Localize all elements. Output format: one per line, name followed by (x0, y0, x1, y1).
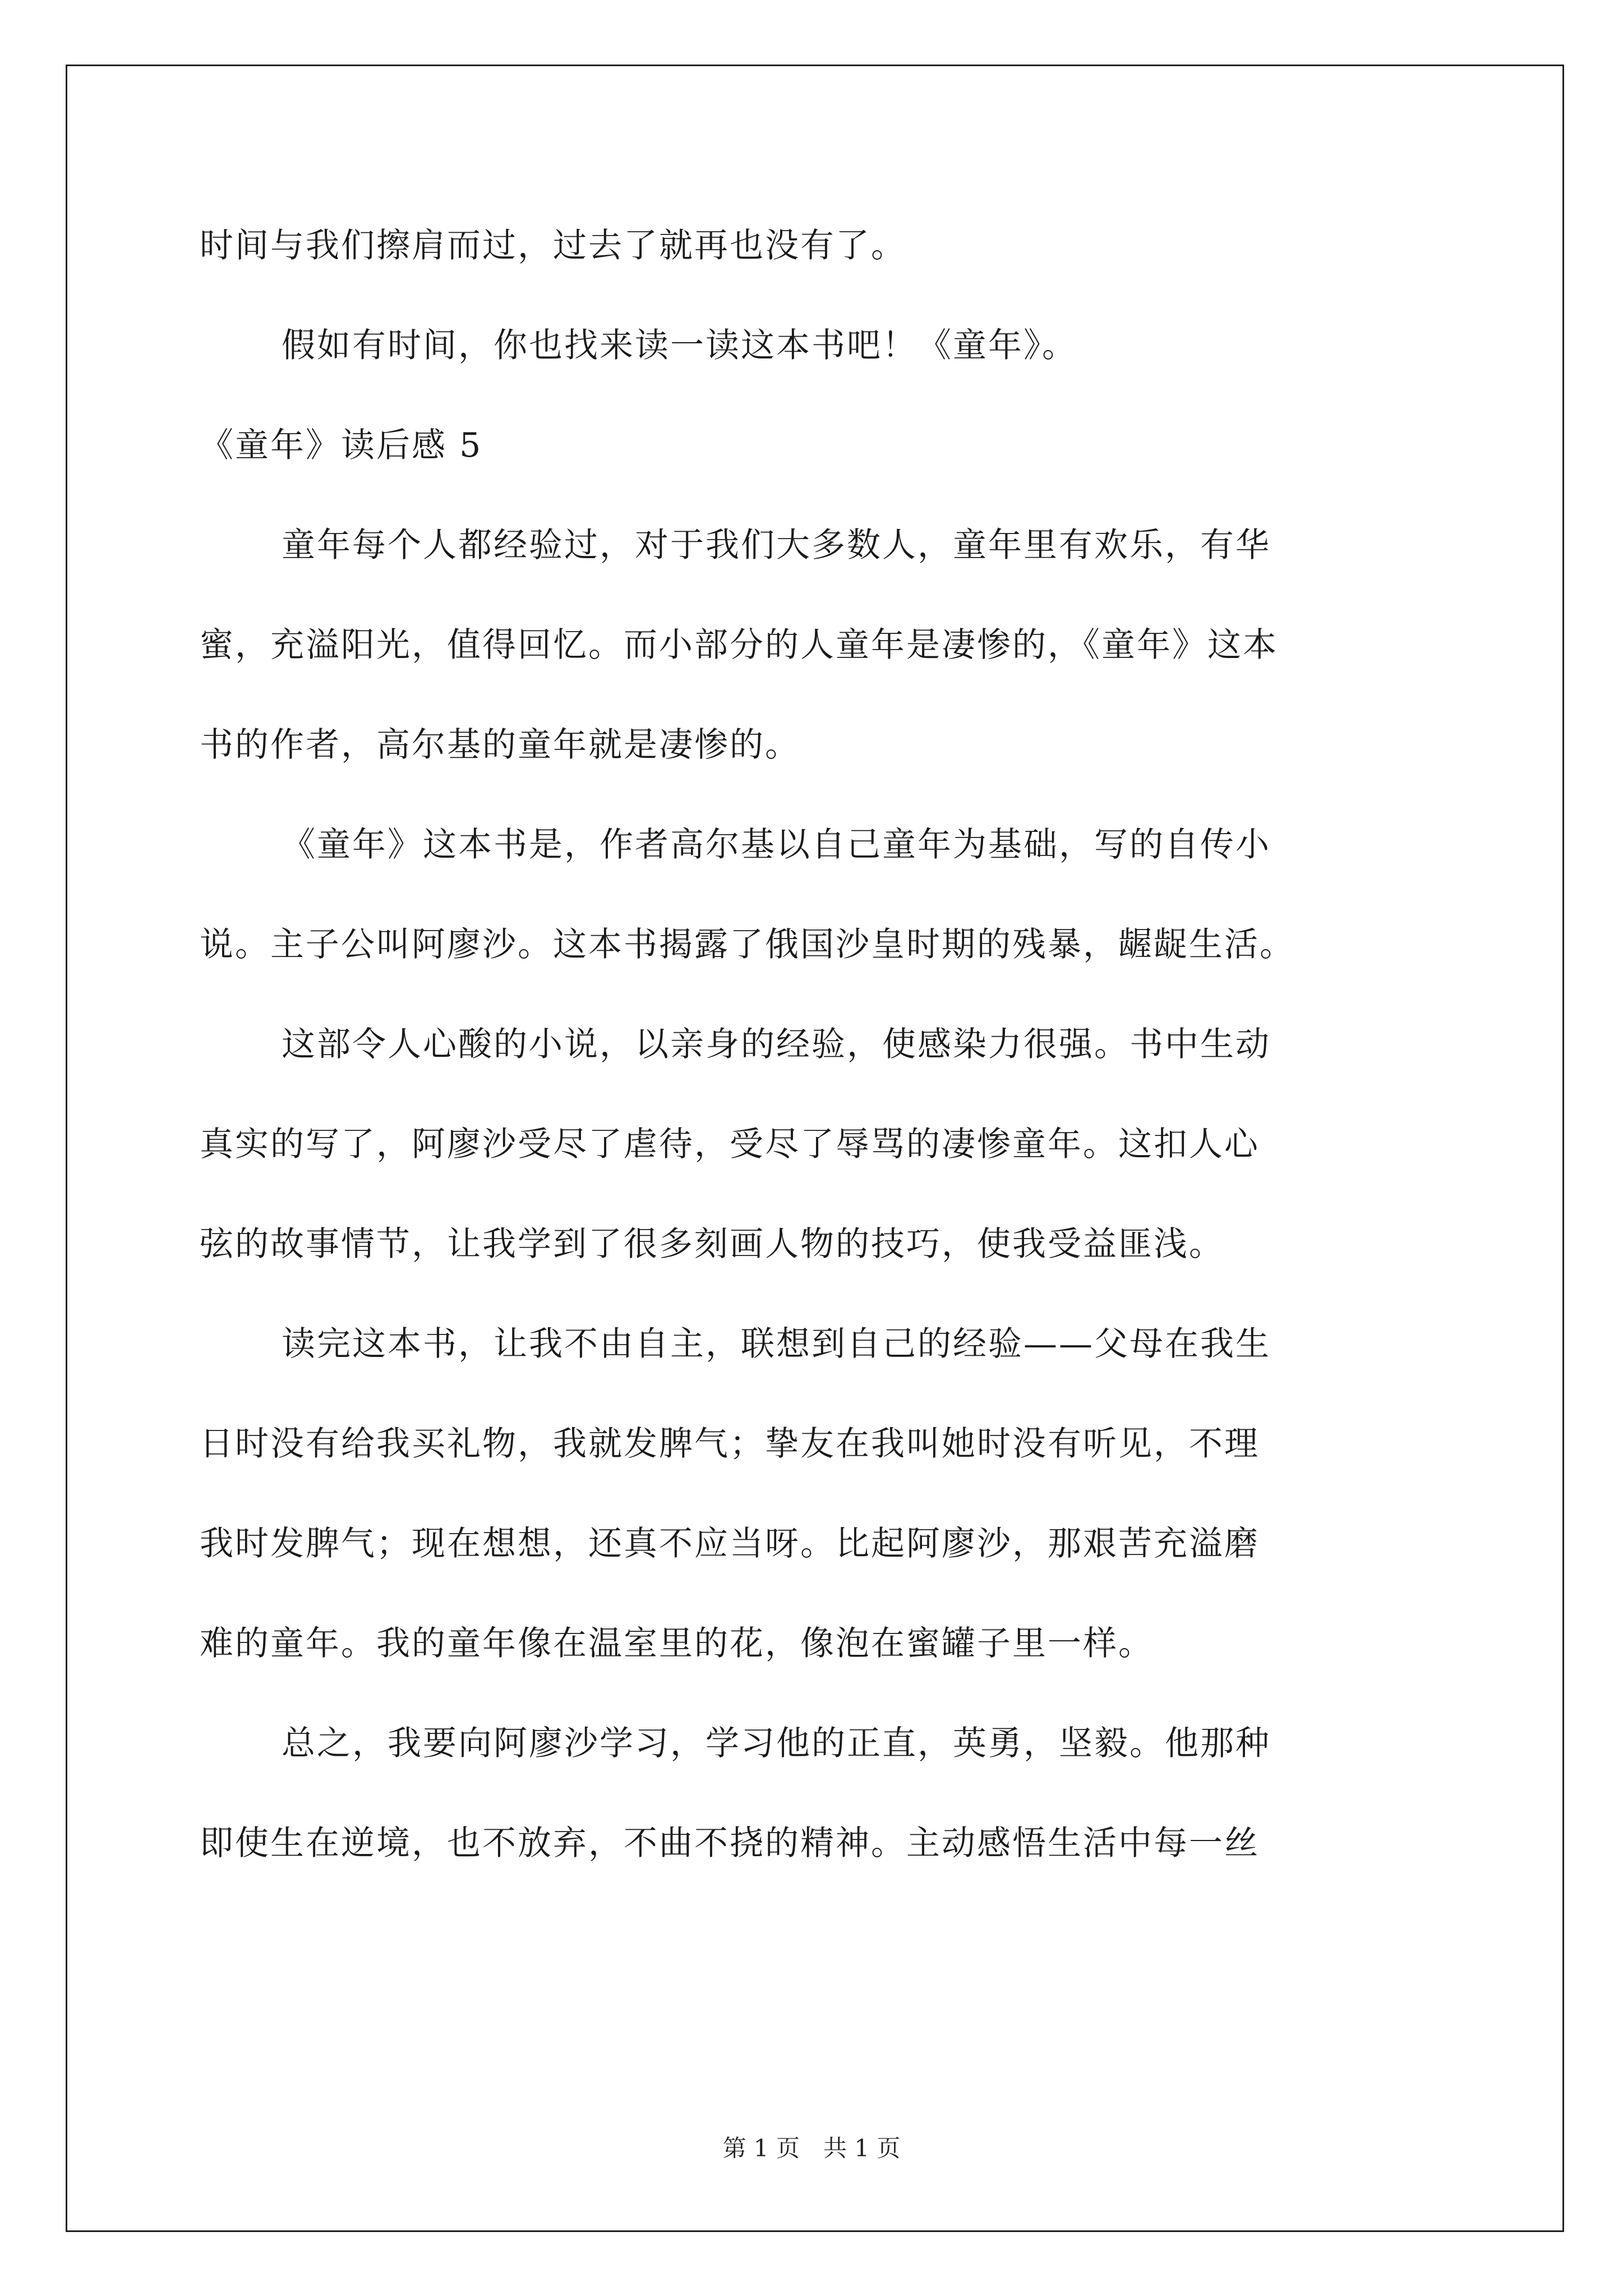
text-line: 《童年》这本书是，作者高尔基以自己童年为基础，写的自传小 (282, 825, 1271, 864)
text-line: 即使生在逆境，也不放弃，不曲不挠的精神。主动感悟生活中每一丝 (200, 1824, 1260, 1863)
text-line: 难的童年。我的童年像在温室里的花，像泡在蜜罐子里一样。 (200, 1624, 1154, 1663)
text-line: 真实的写了，阿廖沙受尽了虐待，受尽了辱骂的凄惨童年。这扣人心 (200, 1125, 1260, 1164)
text-line: 童年每个人都经验过，对于我们大多数人，童年里有欢乐，有华 (282, 526, 1271, 565)
text-line: 总之，我要向阿廖沙学习，学习他的正直，英勇，坚毅。他那种 (282, 1724, 1271, 1763)
text-line: 日时没有给我买礼物，我就发脾气；挚友在我叫她时没有听见，不理 (200, 1424, 1260, 1464)
page-footer: 第 1 页 共 1 页 (722, 2134, 901, 2162)
text-line: 读完这本书，让我不由自主，联想到自己的经验——父母在我生 (282, 1324, 1271, 1364)
text-line: 假如有时间，你也找来读一读这本书吧！《童年》。 (282, 326, 1077, 365)
text-line: 时间与我们擦肩而过，过去了就再也没有了。 (200, 226, 906, 265)
text-line: 蜜，充溢阳光，值得回忆。而小部分的人童年是凄惨的，《童年》这本 (200, 625, 1278, 665)
text-line: 这部令人心酸的小说，以亲身的经验，使感染力很强。书中生动 (282, 1025, 1271, 1064)
text-line: 弦的故事情节，让我学到了很多刻画人物的技巧，使我受益匪浅。 (200, 1225, 1224, 1264)
section-heading: 《童年》读后感 5 (200, 426, 483, 465)
text-line: 书的作者，高尔基的童年就是凄惨的。 (200, 725, 800, 765)
text-line: 说。主子公叫阿廖沙。这本书揭露了俄国沙皇时期的残暴，龌龊生活。 (200, 925, 1295, 964)
text-line: 我时发脾气；现在想想，还真不应当呀。比起阿廖沙，那艰苦充溢磨 (200, 1524, 1260, 1563)
